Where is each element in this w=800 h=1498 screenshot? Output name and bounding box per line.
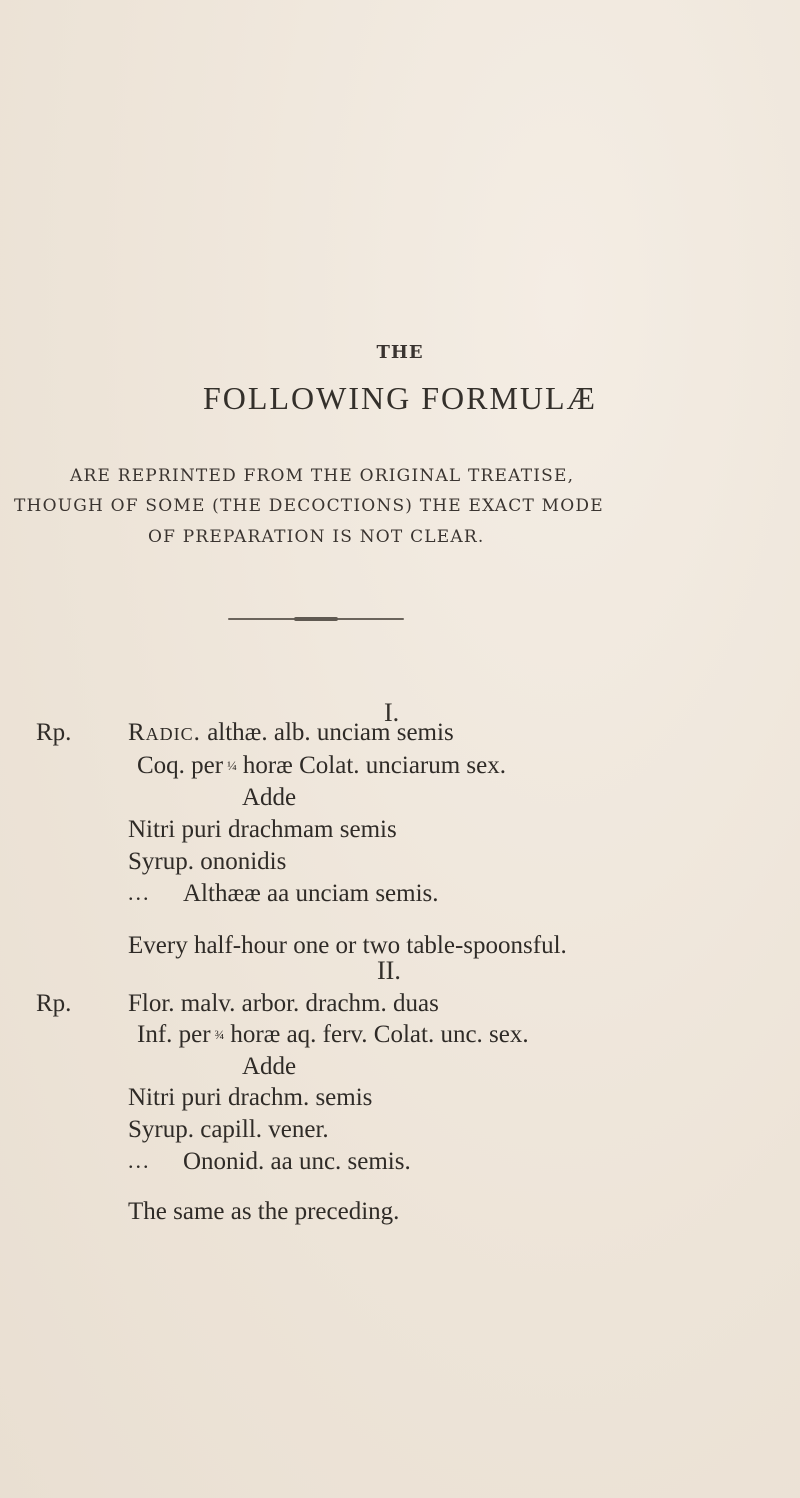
formula-1-line-2: [137, 752, 506, 780]
formula-2-line-5: Ononid. aa unc. semis.: [183, 1148, 411, 1175]
heading-title: FOLLOWING FORMULÆ: [203, 380, 597, 416]
formula-2-line-2: [137, 1021, 529, 1049]
formula-1-fraction: ¼: [227, 757, 237, 773]
formula-2-line-2-post: horæ aq. ferv. Colat. unc. sex.: [230, 1021, 529, 1048]
formula-1-line-1-first: Radic.: [128, 719, 201, 746]
formula-1-line-1: [128, 719, 454, 747]
formula-1-adde: Adde: [242, 784, 297, 811]
formula-2-rp: Rp.: [36, 990, 72, 1017]
formula-2-adde: Adde: [242, 1053, 297, 1080]
formula-1-rp: Rp.: [36, 719, 72, 746]
formula-2-line-3: Nitri puri drachm. semis: [128, 1084, 373, 1111]
formula-1-line-3: Nitri puri drachmam semis: [128, 816, 397, 843]
formula-1-line-4: Syrup. ononidis: [128, 848, 287, 875]
formula-1-line-2-pre: Coq. per: [137, 752, 224, 779]
heading-line-1: ARE REPRINTED FROM THE ORIGINAL TREATISE,: [70, 466, 575, 486]
formula-1-line-1-rest: althæ. alb. unciam semis: [200, 719, 454, 746]
formula-1-numeral: I.: [384, 698, 400, 727]
formula-2-line-2-pre: Inf. per: [137, 1021, 211, 1048]
formula-1-line-2-post: horæ Colat. unciarum sex.: [242, 752, 507, 779]
formula-2-numeral: II.: [377, 956, 401, 985]
formula-1-note: Every half-hour one or two table-spoonsful.: [128, 932, 567, 959]
formula-2-ditto: ...: [128, 1148, 151, 1173]
heading-line-3: OF PREPARATION IS NOT CLEAR.: [148, 527, 485, 547]
formula-1-line-5: Althææ aa unciam semis.: [183, 880, 439, 907]
formula-1-ditto: ...: [128, 880, 151, 905]
ornamental-divider: [228, 618, 404, 620]
formula-2-note: The same as the preceding.: [128, 1198, 400, 1225]
heading-the: THE: [376, 342, 424, 363]
formula-2-line-4: Syrup. capill. vener.: [128, 1116, 329, 1143]
heading-line-2: THOUGH OF SOME (THE DECOCTIONS) THE EXACT MODE: [14, 496, 604, 516]
formula-2-line-1: Flor. malv. arbor. drachm. duas: [128, 990, 439, 1017]
formula-2-fraction: ¾: [214, 1026, 225, 1042]
